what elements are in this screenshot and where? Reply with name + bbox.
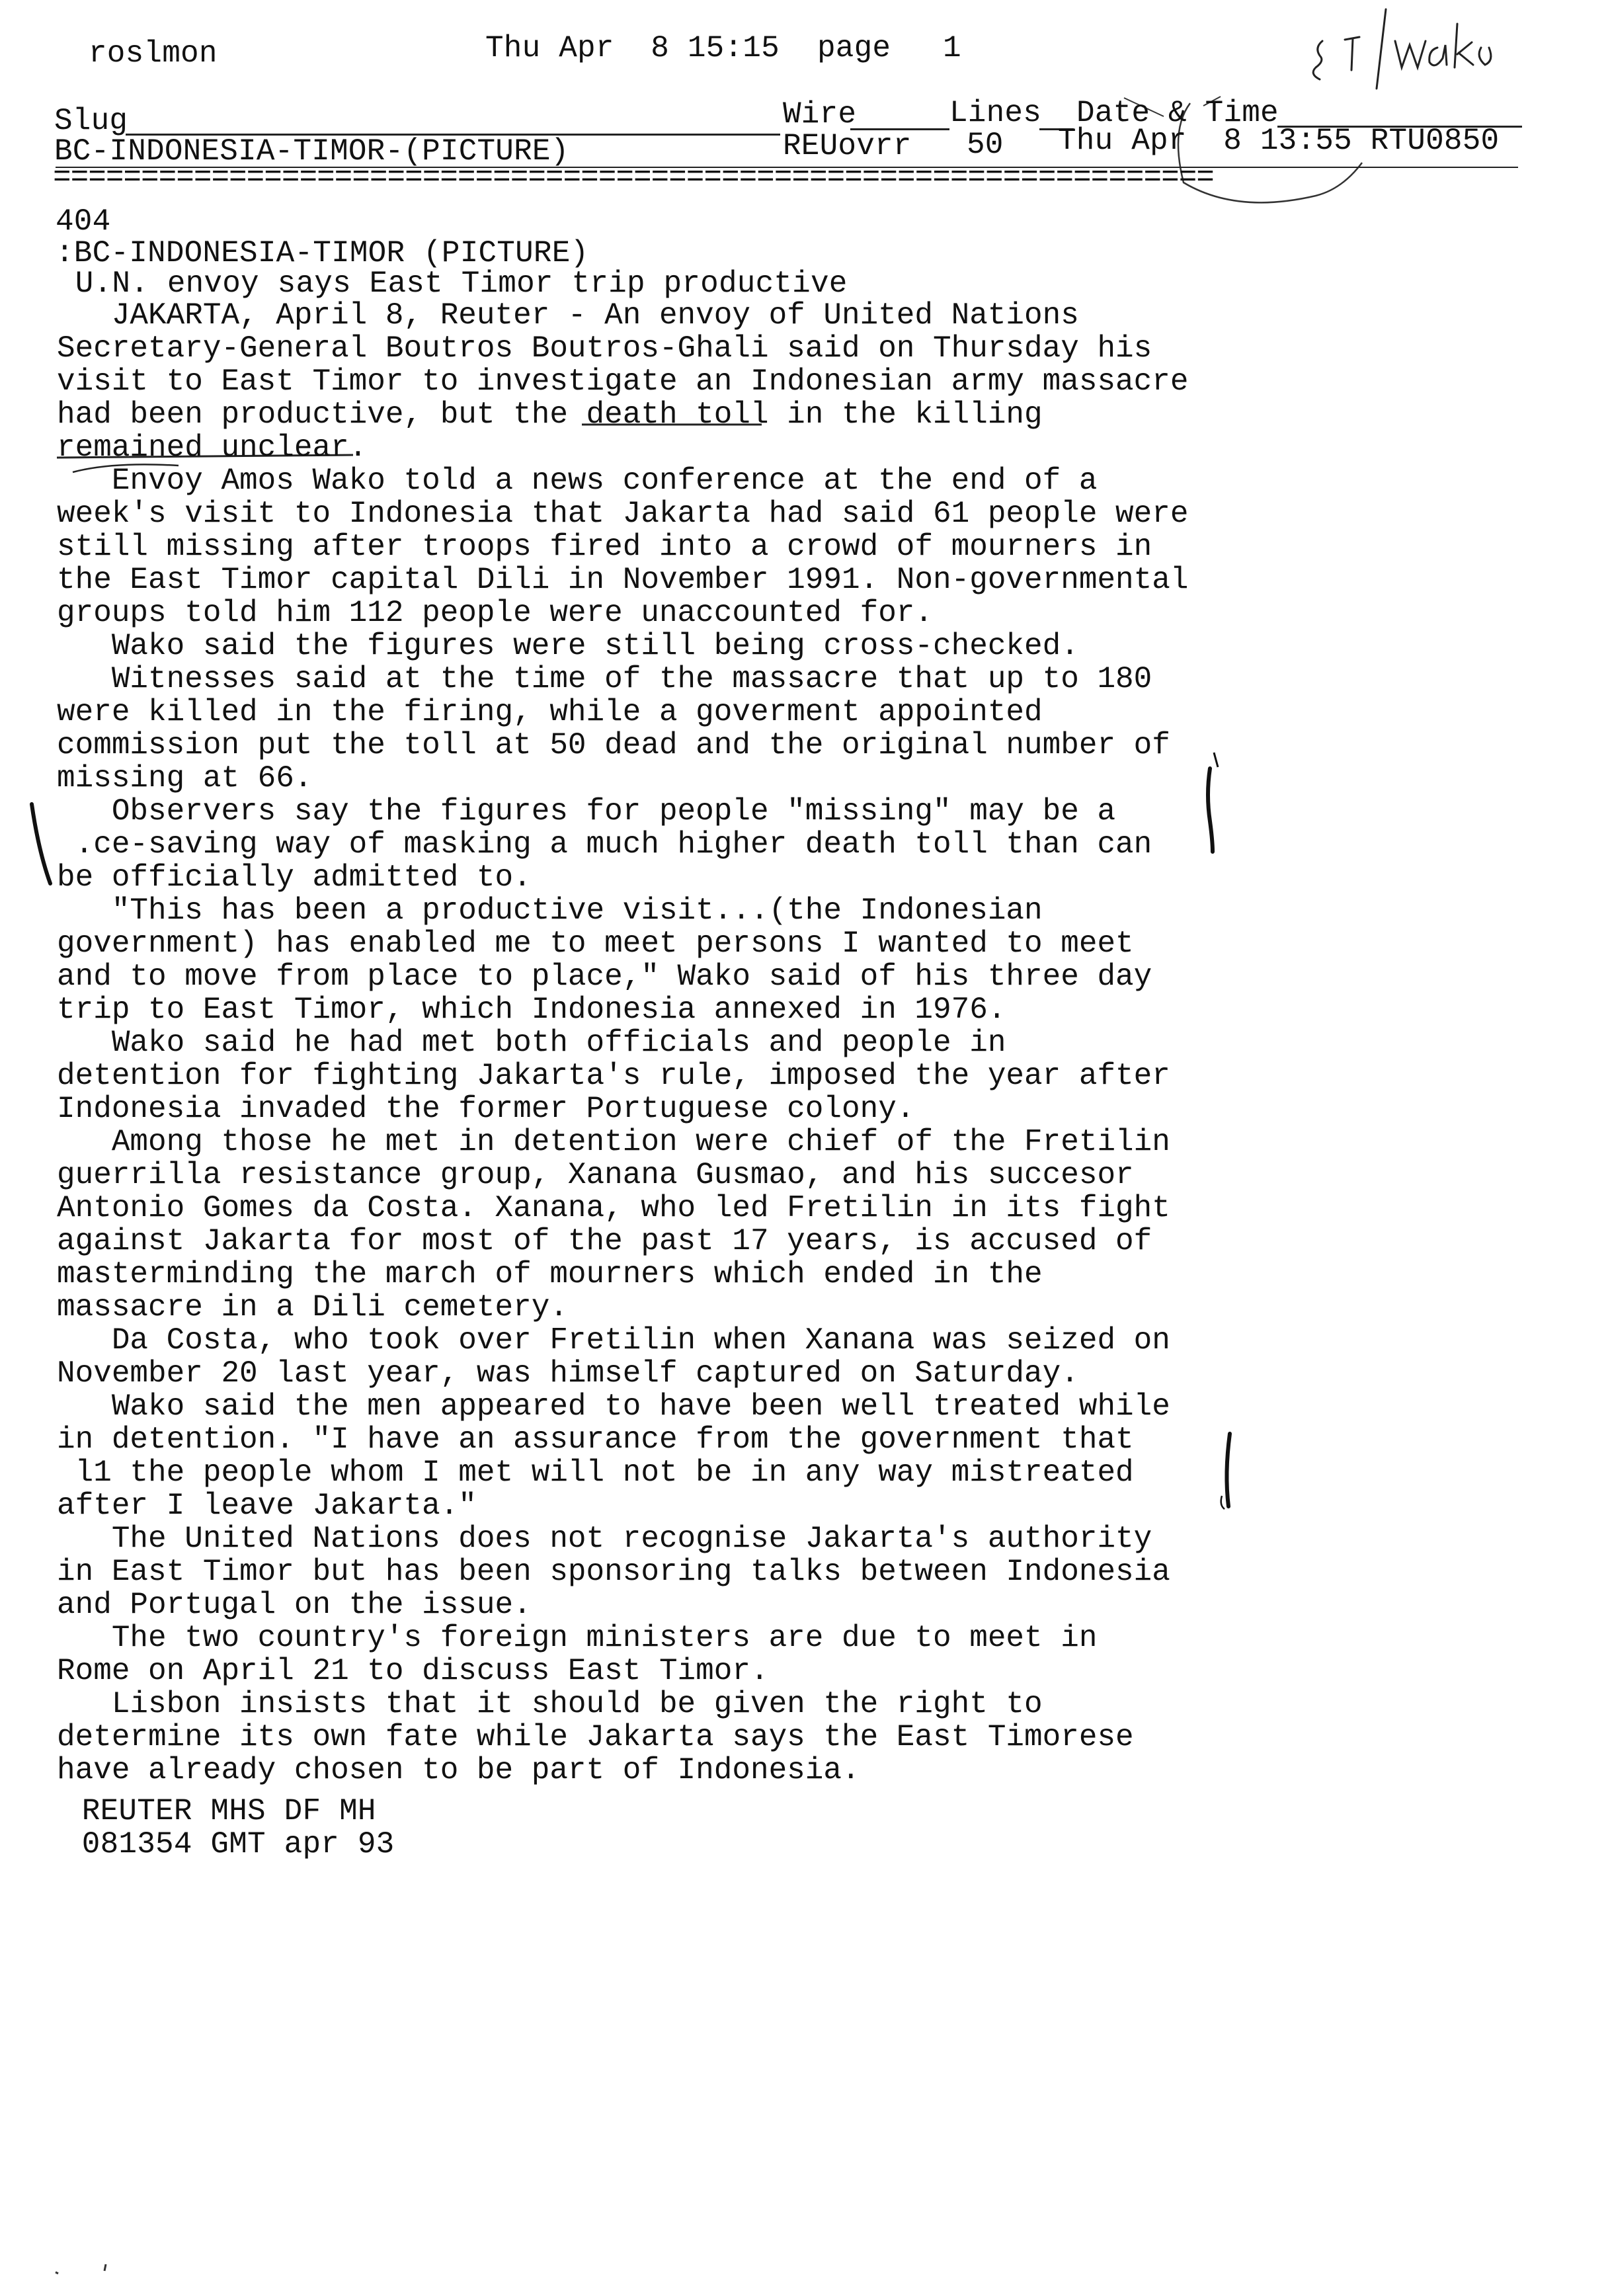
story-line: November 20 last year, was himself captured on Saturday. xyxy=(57,1356,1079,1391)
story-signoff: REUTER MHS DF MH xyxy=(63,1794,376,1828)
story-line: Wako said the men appeared to have been well treated while xyxy=(57,1389,1170,1424)
story-line: Secretary-General Boutros Boutros-Ghali said on Thursday his xyxy=(57,331,1152,366)
story-line: JAKARTA, April 8, Reuter - An envoy of United Nations xyxy=(57,298,1079,333)
margin-mark-left-icon xyxy=(32,804,50,883)
story-line: have already chosen to be part of Indonesia. xyxy=(57,1753,860,1787)
story-line: against Jakarta for most of the past 17 years, is accused of xyxy=(57,1224,1152,1258)
header-user: roslmon xyxy=(89,36,218,71)
story-line: visit to East Timor to investigate an Indonesian army massacre xyxy=(57,364,1189,399)
col-date-time: Date & Time xyxy=(1076,96,1279,130)
story-line: "This has been a productive visit...(the Indonesian xyxy=(57,893,1043,928)
handwritten-note-icon xyxy=(1313,9,1491,89)
header-page-label: page xyxy=(817,31,891,65)
story-line: l1 the people whom I met will not be in any way mistreated xyxy=(57,1456,1134,1490)
story-line: had been productive, but the death toll in the killing xyxy=(57,397,1043,432)
story-line: The United Nations does not recognise Jakarta's authority xyxy=(57,1522,1152,1556)
story-line: Rome on April 21 to discuss East Timor. xyxy=(57,1654,769,1688)
story-line: remained unclear. xyxy=(57,430,368,465)
story-line: groups told him 112 people were unaccounted for. xyxy=(57,596,934,630)
story-line: guerrilla resistance group, Xanana Gusmao, and his succesor xyxy=(57,1158,1134,1192)
story-line: be officially admitted to. xyxy=(57,860,532,895)
story-line: after I leave Jakarta." xyxy=(57,1489,477,1523)
story-line: government) has enabled me to meet persons I wanted to meet xyxy=(57,926,1134,961)
story-line: Indonesia invaded the former Portuguese colony. xyxy=(57,1092,915,1126)
story-line: and to move from place to place," Wako said of his three day xyxy=(57,960,1152,994)
story-line: in East Timor but has been sponsoring talks between Indonesia xyxy=(57,1555,1170,1589)
story-line: Among those he met in detention were chief of the Fretilin xyxy=(57,1125,1170,1159)
lines-value: 50 xyxy=(967,128,1004,162)
story-line: Da Costa, who took over Fretilin when Xanana was seized on xyxy=(57,1323,1170,1358)
header-page-number: 1 xyxy=(943,31,961,65)
story-code: 404 xyxy=(56,204,111,239)
wire-value: REUovrr xyxy=(783,129,912,163)
slug-value: BC-INDONESIA-TIMOR-(PICTURE) xyxy=(54,134,569,169)
story-line: Envoy Amos Wako told a news conference at the end of a xyxy=(57,464,1098,498)
story-line: determine its own fate while Jakarta says the East Timorese xyxy=(57,1720,1134,1754)
story-line: commission put the toll at 50 dead and the original number of xyxy=(57,728,1170,762)
story-line: Wako said he had met both officials and people in xyxy=(57,1026,1006,1060)
story-timestamp: 081354 GMT apr 93 xyxy=(63,1827,395,1862)
story-line: were killed in the firing, while a goverment appointed xyxy=(57,695,1043,729)
story-line: Antonio Gomes da Costa. Xanana, who led Fretilin in its fight xyxy=(57,1191,1170,1225)
story-line: trip to East Timor, which Indonesia annexed in 1976. xyxy=(57,993,1006,1027)
story-headline: U.N. envoy says East Timor trip productive xyxy=(57,266,848,301)
story-line: Lisbon insists that it should be given the right to xyxy=(57,1687,1043,1721)
story-line: the East Timor capital Dili in November 1991. Non-governmental xyxy=(57,563,1189,597)
col-lines: Lines xyxy=(949,96,1042,130)
story-slug-line: :BC-INDONESIA-TIMOR (PICTURE) xyxy=(56,236,589,270)
story-line: Wako said the figures were still being cross-checked. xyxy=(57,629,1079,663)
story-line: massacre in a Dili cemetery. xyxy=(57,1290,568,1325)
col-wire: Wire xyxy=(783,97,857,132)
story-line: masterminding the march of mourners which ended in the xyxy=(57,1257,1043,1292)
separator: ================================================================== xyxy=(53,161,1214,195)
story-body xyxy=(57,299,1445,1787)
col-slug: Slug xyxy=(54,104,128,138)
story-line: still missing after troops fired into a crowd of mourners in xyxy=(57,530,1152,564)
story-line: week's visit to Indonesia that Jakarta had said 61 people were xyxy=(57,497,1189,531)
story-line: detention for fighting Jakarta's rule, imposed the year after xyxy=(57,1059,1170,1093)
date-value: Thu Apr 8 13:55 RTU0850 xyxy=(1058,124,1500,158)
story-line: missing at 66. xyxy=(57,761,313,796)
story-line: Witnesses said at the time of the massacre that up to 180 xyxy=(57,662,1152,696)
story-line: Observers say the figures for people "missing" may be a xyxy=(57,794,1116,829)
header-date: Thu Apr 8 15:15 xyxy=(485,31,780,65)
story-line: .ce-saving way of masking a much higher death toll than can xyxy=(57,827,1152,862)
story-line: and Portugal on the issue. xyxy=(57,1588,532,1622)
story-line: The two country's foreign ministers are due to meet in xyxy=(57,1621,1098,1655)
story-line: in detention. "I have an assurance from the government that xyxy=(57,1422,1134,1457)
